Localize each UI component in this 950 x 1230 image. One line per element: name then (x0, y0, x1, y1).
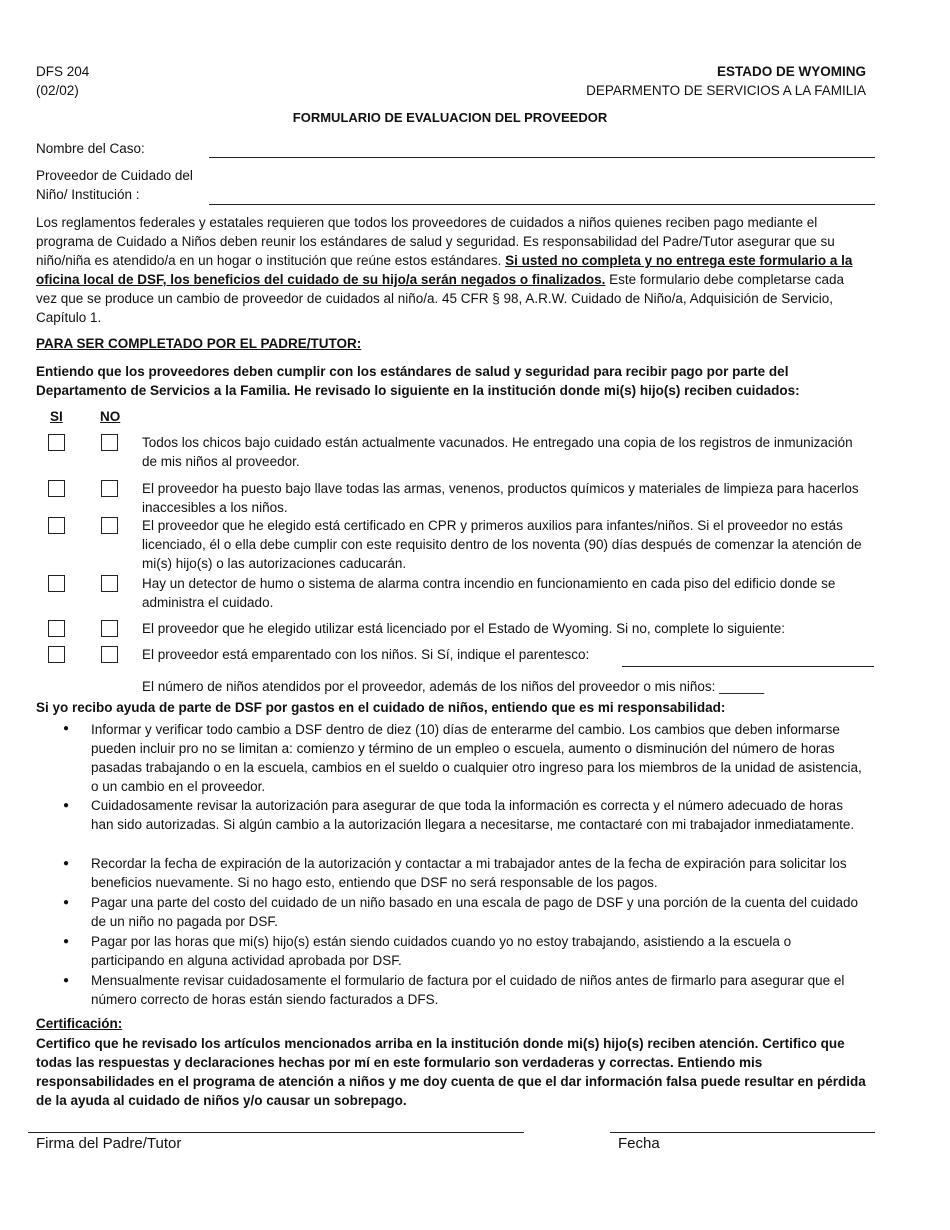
bullet-5-icon: ● (63, 936, 70, 947)
intro-text-2: Este formulario debe completarse cada vez que se produce un cambio de proveedor de cuidados al niño/a. 45 CFR § 98, A.R.W. Cuidado de Niño/a, Adquisición de Servicio, Capítulo 1. (36, 272, 844, 325)
provider-label-line2: Niño/ Institución : (36, 187, 140, 202)
case-name-label: Nombre del Caso: (36, 141, 145, 156)
checklist-item-2: El proveedor ha puesto bajo llave todas las armas, venenos, productos químicos y materiales de limpieza para hacerlos inaccesibles a los niños. (142, 481, 859, 515)
column-no: NO (100, 409, 121, 424)
page-title: FORMULARIO DE EVALUACION DEL PROVEEDOR (292, 110, 608, 125)
signature-label: Firma del Padre/Tutor (36, 1135, 182, 1152)
bullet-3-icon: ● (63, 858, 70, 869)
provider-field[interactable] (209, 204, 875, 205)
parent-statement: Entiendo que los proveedores deben cumplir con los estándares de salud y seguridad para recibir pago por parte del Departamento de Servicios a la Familia. He revisado lo siguiente en la institución donde mi(s) hijo(s) reciben cuidados: (36, 364, 800, 398)
item-1-yes-checkbox[interactable] (48, 434, 65, 451)
responsibility-1: Informar y verificar todo cambio a DSF dentro de diez (10) días de enterarme del cambio. Los cambios que deben informarse pueden incluir pro no se limitan a: comienzo y término de un empleo o escuela, aumento o disminución del número de horas pasadas trabajando o en la escuela, cambios en el sueldo o cualquier otro ingreso para los miembros de la unidad de asistencia, o un cambio en el proveedor. (91, 722, 862, 794)
department-name: DEPARMENTO DE SERVICIOS A LA FAMILIA (586, 83, 866, 98)
bullet-6-icon: ● (63, 975, 70, 986)
item-5-no-checkbox[interactable] (101, 620, 118, 637)
intro-emphasis: Si usted no completa y no entrega este formulario a la oficina local de DSF, los beneficios del cuidado de su hijo/a serán negados o finalizados. (36, 253, 853, 287)
item-5-yes-checkbox[interactable] (48, 620, 65, 637)
item-6-no-checkbox[interactable] (101, 646, 118, 663)
item-2-no-checkbox[interactable] (101, 480, 118, 497)
certification-heading: Certificación: (36, 1016, 123, 1031)
provider-label-line1: Proveedor de Cuidado del (36, 168, 193, 183)
bullet-1-icon: ● (63, 723, 70, 734)
checklist-item-1: Todos los chicos bajo cuidado están actualmente vacunados. He entregado una copia de los registros de inmunización de mis niños al proveedor. (142, 435, 853, 469)
date-field[interactable] (610, 1132, 875, 1133)
bullet-2-icon: ● (63, 800, 70, 811)
intro-paragraph (36, 213, 866, 327)
item-1-no-checkbox[interactable] (101, 434, 118, 451)
date-label: Fecha (618, 1135, 660, 1152)
responsibility-5: Pagar por las horas que mi(s) hijo(s) están siendo cuidados cuando yo no estoy trabajando, asistiendo a la escuela o participando en alguna actividad aprobada por DSF. (91, 934, 792, 968)
certification-text: Certifico que he revisado los artículos mencionados arriba en la institución donde mi(s) hijo(s) reciben atención. Certifico que todas las respuestas y declaraciones hechas por mí en este formulario son verdaderas y correctas. Entiendo mis responsabilidades en el programa de atención a niños y me doy cuenta de que el dar información falsa puede resultar en pérdida de la ayuda al cuidado de niños y/o causar un sobrepago. (36, 1036, 866, 1108)
relationship-field[interactable] (622, 666, 874, 667)
children-count-label: El número de niños atendidos por el proveedor, además de los niños del proveedor o mis niños: ______ (142, 679, 765, 694)
checklist-item-3: El proveedor que he elegido está certificado en CPR y primeros auxilios para infantes/niños. Si el proveedor no estás licenciado, él o ella debe cumplir con este requisito dentro de los noventa (90) días después de comenzar la atención de mi(s) hijo(s) o las autorizaciones caducarán. (142, 518, 862, 571)
responsibilities-heading: Si yo recibo ayuda de parte de DSF por gastos en el cuidado de niños, entiendo que es mi responsabilidad: (36, 700, 726, 715)
parent-section-heading: PARA SER COMPLETADO POR EL PADRE/TUTOR: (36, 336, 362, 351)
item-6-yes-checkbox[interactable] (48, 646, 65, 663)
signature-field[interactable] (28, 1132, 524, 1133)
column-yes: SI (50, 409, 63, 424)
state-name: ESTADO DE WYOMING (716, 64, 866, 79)
item-3-no-checkbox[interactable] (101, 517, 118, 534)
checklist-item-4: Hay un detector de humo o sistema de alarma contra incendio en funcionamiento en cada piso del edificio donde se administra el cuidado. (142, 576, 836, 610)
bullet-4-icon: ● (63, 897, 70, 908)
item-4-yes-checkbox[interactable] (48, 575, 65, 592)
item-2-yes-checkbox[interactable] (48, 480, 65, 497)
form-date: (02/02) (36, 83, 79, 98)
form-number: DFS 204 (36, 64, 90, 79)
checklist-item-6: El proveedor está emparentado con los niños. Si Sí, indique el parentesco: (142, 647, 590, 662)
case-name-field[interactable] (209, 157, 875, 158)
responsibility-3: Recordar la fecha de expiración de la autorización y contactar a mi trabajador antes de la fecha de expiración para solicitar los beneficios nuevamente. Si no hago esto, entiendo que DSF no será responsable de los pagos. (91, 856, 847, 890)
item-4-no-checkbox[interactable] (101, 575, 118, 592)
intro-text-1: Los reglamentos federales y estatales requieren que todos los proveedores de cuidados a niños quienes reciben pago mediante el programa de Cuidado a Niños deben reunir los estándares de salud y seguridad. Es responsabilidad del Padre/Tutor asegurar que su niño/niña es atendido/a en un hogar o institución que reúne estos estándares. (36, 215, 835, 268)
item-3-yes-checkbox[interactable] (48, 517, 65, 534)
checklist-item-5: El proveedor que he elegido utilizar está licenciado por el Estado de Wyoming. Si no, complete lo siguiente: (142, 621, 786, 636)
responsibility-6: Mensualmente revisar cuidadosamente el formulario de factura por el cuidado de niños antes de firmarlo para asegurar que el número correcto de horas están siendo facturados a DFS. (91, 973, 845, 1007)
responsibility-2: Cuidadosamente revisar la autorización para asegurar de que toda la información es correcta y el número adecuado de horas han sido autorizadas. Si algún cambio a la autorización llegara a necesitarse, me contactaré con mi trabajador inmediatamente. (91, 798, 855, 832)
responsibility-4: Pagar una parte del costo del cuidado de un niño basado en una escala de pago de DSF y una porción de la cuenta del cuidado de un niño no pagada por DSF. (91, 895, 859, 929)
